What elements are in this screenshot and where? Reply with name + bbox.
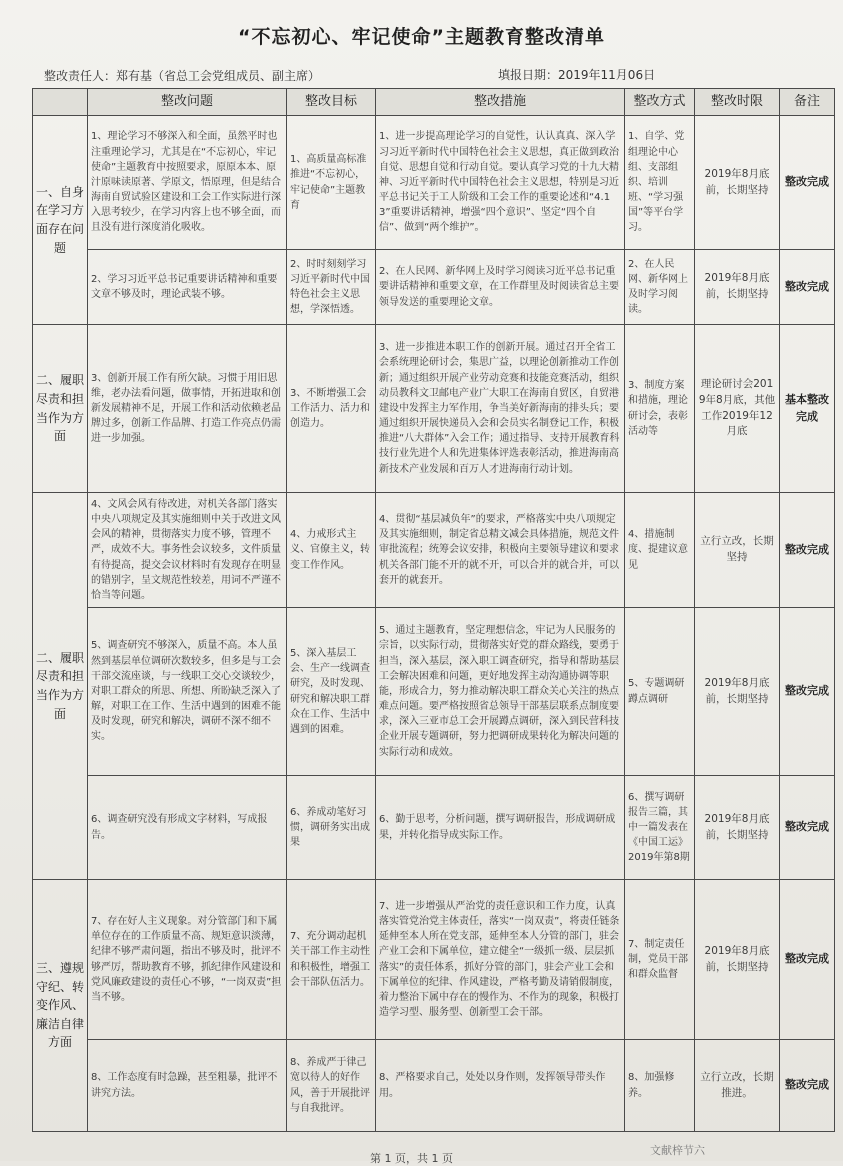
- document-title: “不忘初心、牢记使命”主题教育整改清单: [238, 26, 605, 48]
- method-cell: 6、撰写调研报告三篇，其中一篇发表在《中国工运》2019年第8期: [625, 776, 695, 880]
- measure-cell: 8、严格要求自己，处处以身作则，发挥领导带头作用。: [376, 1040, 625, 1132]
- timeline-cell: 2019年8月底前，长期坚持: [695, 776, 780, 880]
- header-problem: 整改问题: [88, 89, 287, 116]
- goal-cell: 3、不断增强工会工作活力、活力和创造力。: [287, 325, 376, 493]
- responsible-person: 整改责任人：郑有基（省总工会党组成员、副主席）: [44, 69, 321, 83]
- goal-cell: 5、深入基层工会、生产一线调查研究，及时发现、研究和解决职工群众在工作、生活中遇到的困难。: [287, 608, 376, 776]
- timeline-cell: 立行立改，长期坚持: [695, 493, 780, 608]
- goal-cell: 6、养成动笔好习惯，调研务实出成果: [287, 776, 376, 880]
- problem-cell: 2、学习习近平总书记重要讲话精神和重要文章不够及时，理论武装不够。: [88, 250, 287, 325]
- table-row: [33, 325, 835, 493]
- header-goal: 整改目标: [287, 89, 376, 116]
- status-note: 整改完成: [780, 250, 835, 325]
- timeline-cell: 2019年8月底前，长期坚持: [695, 250, 780, 325]
- footer-stamp-text: 文献梓节六: [650, 1144, 705, 1157]
- method-cell: 5、专题调研蹲点调研: [625, 608, 695, 776]
- category-cell: 二、履职尽责和担当作为方面: [33, 325, 88, 493]
- goal-cell: 8、养成严于律己宽以待人的好作风，善于开展批评与自我批评。: [287, 1040, 376, 1132]
- method-cell: 7、制定责任制，党员干部和群众监督: [625, 880, 695, 1040]
- measure-cell: 5、通过主题教育，坚定理想信念，牢记为人民服务的宗旨，以实际行动，贯彻落实好党的群众路线，要勇于担当，深入基层，深入职工调查研究，指导和帮助基层工会解决困难和问题，更好地发挥主动沟通协调等职能，形成合力，努力推动解决职工群众关心关注的热点难点问题。要严格按照省总领导干部基层联系点制度要求，深入三亚市总工会开展蹲点调研，深入到民营科技企业开展专题调研，努力把调研成果转化为解决问题的实际行动和成效。: [376, 608, 625, 776]
- measure-cell: 2、在人民网、新华网上及时学习阅读习近平总书记重要讲话精神和重要文章，在工作群里及时阅读省总主要领导发送的重要理论文章。: [376, 250, 625, 325]
- timeline-cell: 理论研讨会2019年8月底，其他工作2019年12月底: [695, 325, 780, 493]
- timeline-cell: 2019年8月底前，长期坚持: [695, 116, 780, 250]
- status-note: 整改完成: [780, 493, 835, 608]
- method-cell: 4、措施制度、提建议意见: [625, 493, 695, 608]
- header-method: 整改方式: [625, 89, 695, 116]
- method-cell: 3、制度方案和措施，理论研讨会，表彰活动等: [625, 325, 695, 493]
- table-row: [33, 493, 835, 608]
- problem-cell: 6、调查研究没有形成文字材料，写成报告。: [88, 776, 287, 880]
- header-measure: 整改措施: [376, 89, 625, 116]
- category-cell: 三、遵规守纪、转变作风、廉洁自律方面: [33, 880, 88, 1132]
- category-cell: 一、自身在学习方面存在问题: [33, 116, 88, 325]
- problem-cell: 4、文风会风有待改进，对机关各部门落实中央八项规定及其实施细则中关于改进文风会风的精神，贯彻落实力度不够，管理不严，成效不大。事务性会议较多，文件质量有待提高，提交会议材料时有发现存在明显的错别字，呈文规范性较差，用词不严谨不恰当等问题。: [88, 493, 287, 608]
- timeline-cell: 2019年8月底前，长期坚持: [695, 880, 780, 1040]
- timeline-cell: 2019年8月底前，长期坚持: [695, 608, 780, 776]
- category-cell: 二、履职尽责和担当作为方面: [33, 493, 88, 880]
- status-note: 整改完成: [780, 776, 835, 880]
- table-row: [33, 250, 835, 325]
- fill-date: 填报日期：2019年11月06日: [498, 68, 656, 82]
- method-cell: 8、加强修养。: [625, 1040, 695, 1132]
- measure-cell: 1、进一步提高理论学习的自觉性，认认真真、深入学习习近平新时代中国特色社会主义思想，真正做到政治自觉、思想自觉和行动自觉。要认真学习党的十九大精神、习近平新时代中国特色社会主义思想，特别是习近平总书记关于工人阶级和工会工作的重要论述和“4.13”重要讲话精神，增强“四个意识”、坚定“四个自信”、做到“两个维护”。: [376, 116, 625, 250]
- status-note: 整改完成: [780, 880, 835, 1040]
- timeline-cell: 立行立改，长期推进。: [695, 1040, 780, 1132]
- problem-cell: 1、理论学习不够深入和全面，虽然平时也注重理论学习，尤其是在“不忘初心，牢记使命”主题教育中按照要求，原原本本、原汁原味读原著、学原文，悟原理，但是结合海南自贸试验区建设和工会工作实际进行深入思考较少，在学习内容上也不够全面，而且没有进行深度消化吸收。: [88, 116, 287, 250]
- status-note: 整改完成: [780, 1040, 835, 1132]
- page-footer: 第 1 页，共 1 页: [370, 1152, 453, 1165]
- measure-cell: 4、贯彻“基层减负年”的要求，严格落实中央八项规定及其实施细则，制定省总精文减会具体措施，规范文件审批流程；统筹会议安排，积极向主要领导建议和要求机关各部门能不开的就不开，可以合并的就合并，可以套开的就套开。: [376, 493, 625, 608]
- header-row: [33, 89, 835, 116]
- goal-cell: 1、高质量高标准推进“不忘初心，牢记使命”主题教育: [287, 116, 376, 250]
- measure-cell: 3、进一步推进本职工作的创新开展。通过召开全省工会系统理论研讨会，集思广益，以理论创新推动工作创新；通过组织开展产业劳动竞赛和技能竞赛活动，组织动员教科文卫邮电产业广大职工在海南自贸区，自贸港建设中发挥主力军作用，争当美好新海南的排头兵；要通过组织开展快递员入会和会员实名制登记工作，积极推进“八大群体”入会工作；通过指导、支持开展教育科技行业先进个人和先进集体评选表彰活动，推进海南高新技术产业发展和百万人才进海南行动计划。: [376, 325, 625, 493]
- problem-cell: 8、工作态度有时急躁，甚至粗暴，批评不讲究方法。: [88, 1040, 287, 1132]
- problem-cell: 3、创新开展工作有所欠缺。习惯于用旧思维，老办法看问题，做事情，开拓进取和创新发展精神不足，开展工作和活动依赖老品牌过多，创新工作品牌、打造工作亮点仍需进一步加强。: [88, 325, 287, 493]
- table-row: [33, 1040, 835, 1132]
- header-note: 备注: [780, 89, 835, 116]
- measure-cell: 7、进一步增强从严治党的责任意识和工作力度，认真落实管党治党主体责任，落实“一岗双责”，将责任链条延伸至本人所在党支部，延伸至本人分管的部门，驻会产业工会和下属单位，建立健全“一级抓一级、层层抓落实”的责任体系，抓好分管的部门，驻会产业工会和下属单位的纪律、作风建设，严格考勤及请销假制度，着力整治下属中存在的慢作为、不作为的现象，积极打造学习型、服务型、创新型工会干部。: [376, 880, 625, 1040]
- header-category: [33, 89, 88, 116]
- table-row: [33, 880, 835, 1040]
- goal-cell: 7、充分调动起机关干部工作主动性和积极性，增强工会干部队伍活力。: [287, 880, 376, 1040]
- table-row: [33, 776, 835, 880]
- method-cell: 1、自学、党组理论中心组、支部组织、培训班、“学习强国”等平台学习。: [625, 116, 695, 250]
- table-row: [33, 608, 835, 776]
- table-row: [33, 116, 835, 250]
- measure-cell: 6、勤于思考，分析问题，撰写调研报告，形成调研成果，并转化指导成实际工作。: [376, 776, 625, 880]
- status-note: 基本整改完成: [780, 325, 835, 493]
- rectification-table: [32, 88, 835, 1132]
- method-cell: 2、在人民网、新华网上及时学习阅读。: [625, 250, 695, 325]
- status-note: 整改完成: [780, 116, 835, 250]
- problem-cell: 7、存在好人主义现象。对分管部门和下属单位存在的工作质量不高、规矩意识淡薄，纪律不够严肃问题，指出不够及时，批评不够严厉，帮助教育不够，抓纪律作风建设和党风廉政建设的责任心不够，“一岗双责”担当不够。: [88, 880, 287, 1040]
- problem-cell: 5、调查研究不够深入，质量不高。本人虽然到基层单位调研次数较多，但多是与工会干部交流座谈，与一线职工交心交谈较少，对职工群众的所思、所想、所盼缺乏深入了解，对职工在工作、生活中遇到的困难不能及时发现，研究和解决，调研不深不细不实。: [88, 608, 287, 776]
- header-timeline: 整改时限: [695, 89, 780, 116]
- goal-cell: 4、力戒形式主义、官僚主义，转变工作作风。: [287, 493, 376, 608]
- goal-cell: 2、时时刻刻学习习近平新时代中国特色社会主义思想，学深悟透。: [287, 250, 376, 325]
- status-note: 整改完成: [780, 608, 835, 776]
